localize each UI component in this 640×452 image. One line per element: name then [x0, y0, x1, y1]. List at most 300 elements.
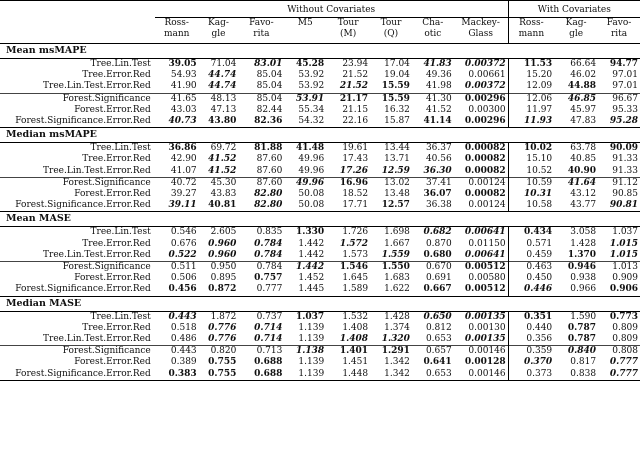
table-row	[0, 59, 640, 71]
table-cell: 47.83	[570, 116, 597, 127]
table-cell: 0.784	[254, 249, 283, 260]
table-cell: 85.04	[256, 70, 283, 81]
column-header	[370, 18, 412, 44]
row-label: Forest.Significance	[62, 93, 151, 104]
table-cell: 96.67	[612, 93, 638, 104]
column-header-line: mann	[518, 29, 545, 39]
table-cell: 10.31	[508, 189, 554, 200]
table-cell: 0.835	[256, 227, 283, 238]
table-cell: 0.817	[570, 357, 597, 368]
table-cell: 1.442	[298, 238, 325, 249]
column-header-line: mann	[163, 29, 190, 39]
table-cell: 91.12	[612, 177, 638, 188]
table-cell: 10.59	[508, 177, 554, 189]
table-cell: 85.04	[256, 81, 283, 92]
table-cell: 13.48	[384, 189, 410, 200]
column-header-line: Kag-	[208, 18, 229, 28]
table-cell: 0.00661	[468, 70, 506, 81]
table-cell: 40.56	[425, 154, 452, 165]
table-cell: 66.64	[570, 59, 597, 69]
table-cell: 47.13	[210, 104, 237, 115]
table-cell: 0.777	[256, 284, 283, 295]
table-cell: 1.342	[384, 368, 410, 379]
table-cell: 0.809	[612, 322, 638, 333]
table-cell: 23.94	[342, 59, 369, 69]
table-cell: 0.787	[567, 334, 597, 345]
table-cell: 0.01150	[468, 238, 506, 249]
table-cell: 45.30	[210, 177, 237, 188]
row-label: Forest.Significance	[62, 262, 151, 273]
table-cell: 1.408	[342, 322, 369, 333]
table-row	[0, 154, 640, 165]
table-cell: 1.015	[609, 238, 638, 249]
table-cell: 0.00300	[468, 104, 506, 115]
table-cell: 87.60	[256, 165, 283, 176]
column-header-line: otic	[424, 29, 442, 39]
table-cell: 11.93	[508, 116, 554, 128]
table-cell: 0.546	[170, 227, 197, 238]
table-cell: 21.17	[339, 93, 369, 104]
table-cell: 10.02	[508, 143, 554, 155]
table-cell: 1.445	[298, 284, 325, 295]
table-cell: 90.81	[609, 200, 638, 211]
table-cell: 41.83	[423, 59, 452, 69]
table-cell: 36.86	[168, 143, 197, 154]
table-row	[0, 262, 640, 274]
row-label: Forest.Error.Red	[74, 273, 151, 284]
row-label: Forest.Significance.Error.Red	[15, 200, 151, 211]
table-cell: 0.571	[508, 239, 554, 250]
table-cell: 1.572	[339, 238, 369, 249]
table-cell: 48.13	[210, 93, 237, 104]
table-row	[0, 93, 640, 105]
table-cell: 0.00580	[468, 273, 506, 284]
table-cell: 53.91	[295, 93, 325, 104]
table-cell: 0.440	[508, 323, 554, 334]
table-cell: 0.00296	[464, 93, 506, 104]
table-cell: 1.683	[384, 273, 410, 284]
row-label: Tree.Lin.Test	[90, 59, 151, 69]
column-header	[412, 18, 454, 44]
table-cell: 1.448	[342, 368, 369, 379]
table-cell: 43.77	[570, 200, 597, 211]
table-cell: 0.00146	[468, 368, 506, 379]
row-label: Forest.Error.Red	[74, 104, 151, 115]
table-cell: 87.60	[256, 154, 283, 165]
table-cell: 95.28	[609, 116, 638, 127]
table-row	[0, 323, 640, 334]
table-cell: 50.08	[298, 189, 325, 200]
column-header-line: rita	[610, 29, 628, 39]
table-cell: 0.463	[508, 262, 554, 274]
table-cell: 0.356	[508, 334, 554, 346]
table-cell: 3.058	[570, 227, 597, 238]
column-header-row	[0, 18, 640, 44]
table-cell: 0.370	[508, 357, 554, 368]
table-cell: 1.546	[339, 262, 369, 273]
table-cell: 0.960	[208, 249, 237, 260]
table-cell: 40.72	[170, 177, 197, 188]
table-cell: 45.97	[570, 104, 597, 115]
section-title: Median MASE	[6, 297, 82, 309]
table-cell: 0.351	[508, 311, 554, 323]
table-cell: 17.43	[342, 154, 369, 165]
table-cell: 0.459	[508, 250, 554, 262]
table-cell: 97.01	[612, 70, 638, 81]
table-cell: 1.550	[381, 262, 410, 273]
row-label: Tree.Error.Red	[82, 238, 151, 249]
table-row	[0, 70, 640, 81]
table-cell: 0.00296	[464, 116, 506, 127]
column-header-line: Cha-	[422, 18, 444, 28]
table-cell: 0.688	[254, 368, 283, 379]
column-header-line: Ross-	[519, 18, 544, 28]
table-cell: 0.755	[208, 368, 237, 379]
table-row	[0, 346, 640, 358]
row-label: Forest.Error.Red	[74, 189, 151, 200]
table-cell: 1.559	[381, 249, 410, 260]
table-cell: 0.714	[254, 334, 283, 345]
table-cell: 39.05	[168, 59, 197, 69]
table-cell: 0.359	[508, 346, 554, 358]
table-cell: 11.53	[508, 59, 554, 71]
table-cell: 45.28	[295, 59, 325, 69]
table-cell: 54.93	[170, 70, 197, 81]
table-cell: 21.52	[339, 81, 369, 92]
table-cell: 0.446	[508, 284, 554, 296]
table-cell: 53.92	[298, 70, 325, 81]
table-cell: 40.90	[567, 165, 597, 176]
table-cell: 13.71	[384, 154, 410, 165]
table-cell: 1.342	[384, 357, 410, 368]
table-cell: 0.653	[425, 368, 452, 379]
column-header	[284, 18, 326, 44]
table-cell: 41.65	[170, 93, 197, 104]
table-cell: 90.09	[609, 143, 638, 154]
table-cell: 43.80	[208, 116, 237, 127]
column-header	[238, 18, 284, 44]
table-cell: 0.820	[210, 346, 237, 357]
table-cell: 0.777	[609, 368, 638, 379]
row-label: Tree.Lin.Test	[90, 311, 151, 322]
table-cell: 40.73	[168, 116, 197, 127]
table-cell: 82.80	[254, 189, 283, 200]
table-cell: 71.04	[210, 59, 237, 69]
table-row	[0, 200, 640, 212]
row-label: Tree.Lin.Test	[90, 143, 151, 154]
table-cell: 43.83	[210, 189, 237, 200]
table-cell: 15.87	[384, 116, 410, 127]
table-cell: 12.57	[381, 200, 410, 211]
table-cell: 12.59	[381, 165, 410, 176]
section-header-row	[0, 296, 640, 311]
table-row	[0, 273, 640, 284]
column-header	[326, 18, 370, 44]
table-cell: 0.776	[208, 322, 237, 333]
table-cell: 1.428	[570, 238, 597, 249]
table-cell: 1.590	[570, 311, 597, 322]
table-cell: 0.670	[425, 262, 452, 273]
table-cell: 13.44	[384, 143, 410, 154]
table-cell: 0.737	[256, 311, 283, 322]
row-label: Tree.Lin.Test.Error.Red	[43, 81, 151, 92]
table-cell: 1.442	[298, 249, 325, 260]
table-cell: 0.691	[425, 273, 452, 284]
table-cell: 0.641	[423, 357, 452, 368]
table-row	[0, 143, 640, 155]
table-cell: 0.00082	[464, 165, 506, 176]
column-header	[554, 18, 598, 44]
table-cell: 15.59	[381, 81, 410, 92]
table-cell: 0.518	[170, 322, 197, 333]
table-cell: 0.373	[508, 369, 554, 381]
table-cell: 0.757	[254, 273, 283, 284]
column-header-line: Tour	[380, 18, 402, 28]
table-body	[0, 44, 640, 381]
table-row	[0, 177, 640, 189]
table-cell: 18.52	[342, 189, 369, 200]
table-cell: 0.434	[508, 227, 554, 239]
table-cell: 0.682	[423, 227, 452, 238]
table-cell: 0.909	[612, 273, 638, 284]
table-cell: 1.442	[295, 262, 325, 273]
table-cell: 82.44	[256, 104, 283, 115]
row-label: Forest.Significance.Error.Red	[15, 368, 151, 379]
table-cell: 0.00512	[464, 284, 506, 295]
table-cell: 0.00124	[468, 177, 506, 188]
table-cell: 0.688	[254, 357, 283, 368]
table-cell: 0.450	[508, 273, 554, 284]
table-cell: 43.03	[170, 104, 197, 115]
column-header-line: (Q)	[383, 29, 399, 39]
table-cell: 1.645	[342, 273, 369, 284]
table-cell: 40.85	[570, 154, 597, 165]
table-cell: 82.80	[254, 200, 283, 211]
table-cell: 0.00130	[468, 322, 506, 333]
group-without-covariates: Without Covariates	[155, 1, 508, 18]
table-cell: 0.511	[170, 262, 197, 273]
table-cell: 41.64	[567, 177, 597, 188]
table-cell: 13.02	[384, 177, 410, 188]
table-cell: 1.408	[339, 334, 369, 345]
table-cell: 39.27	[170, 189, 197, 200]
table-cell: 0.667	[423, 284, 452, 295]
section-header-row	[0, 128, 640, 143]
table-cell: 10.58	[508, 200, 554, 212]
table-row	[0, 311, 640, 323]
table-row	[0, 357, 640, 368]
table-cell: 1.138	[295, 346, 325, 357]
table-cell: 0.00124	[468, 200, 506, 211]
table-row	[0, 166, 640, 178]
table-cell: 41.30	[425, 93, 452, 104]
table-cell: 19.61	[342, 143, 369, 154]
table-cell: 17.04	[384, 59, 410, 69]
table-cell: 15.59	[381, 93, 410, 104]
table-row	[0, 105, 640, 116]
table-cell: 1.370	[567, 249, 597, 260]
table-cell: 0.784	[254, 238, 283, 249]
table-cell: 1.374	[384, 322, 410, 333]
table-cell: 17.71	[342, 200, 369, 211]
column-header-line: Mackey-	[461, 18, 500, 28]
table-cell: 97.01	[612, 81, 638, 92]
table-cell: 0.946	[567, 262, 597, 273]
table-cell: 0.906	[609, 284, 638, 295]
table-cell: 91.33	[612, 165, 638, 176]
column-header	[155, 18, 199, 44]
table-cell: 90.85	[612, 189, 638, 200]
table-cell: 49.96	[298, 165, 325, 176]
table-cell: 0.383	[168, 368, 197, 379]
row-label: Tree.Lin.Test.Error.Red	[43, 249, 151, 260]
table-cell: 12.09	[508, 81, 554, 93]
table-cell: 36.38	[425, 200, 452, 211]
table-cell: 1.015	[609, 249, 638, 260]
table-cell: 53.92	[298, 81, 325, 92]
table-cell: 55.34	[298, 104, 325, 115]
table-cell: 0.657	[425, 346, 452, 357]
table-cell: 15.10	[508, 154, 554, 165]
column-header-line: gle	[211, 29, 226, 39]
table-cell: 1.451	[342, 357, 369, 368]
table-cell: 2.605	[210, 227, 237, 238]
table-cell: 1.622	[384, 284, 410, 295]
table-cell: 1.401	[339, 346, 369, 357]
table-cell: 42.90	[170, 154, 197, 165]
table-cell: 41.52	[208, 154, 237, 165]
table-cell: 16.32	[384, 104, 410, 115]
table-cell: 85.04	[256, 93, 283, 104]
table-cell: 0.443	[170, 346, 197, 357]
table-cell: 39.11	[168, 200, 197, 211]
group-with-covariates: With Covariates	[508, 1, 640, 18]
column-header-line: Kag-	[565, 18, 587, 28]
table-cell: 0.00641	[464, 249, 506, 260]
table-cell: 1.139	[298, 368, 325, 379]
table-cell: 36.37	[425, 143, 452, 154]
table-cell: 0.389	[170, 357, 197, 368]
table-row	[0, 250, 640, 262]
column-header-line: Favo-	[249, 18, 274, 28]
column-header-line: Glass	[468, 29, 493, 39]
table-row	[0, 116, 640, 128]
column-header-line: Tour	[337, 18, 359, 28]
table-cell: 0.00135	[464, 311, 506, 322]
row-label: Forest.Significance.Error.Red	[15, 116, 151, 127]
table-cell: 46.02	[570, 70, 597, 81]
section-header-row	[0, 44, 640, 59]
table-cell: 1.037	[612, 227, 638, 238]
table-cell: 12.06	[508, 93, 554, 105]
table-cell: 22.16	[342, 116, 369, 127]
column-header-line: (M)	[340, 29, 357, 39]
table-cell: 1.872	[210, 311, 237, 322]
table-row	[0, 334, 640, 346]
row-label: Tree.Error.Red	[82, 70, 151, 81]
table-cell: 41.14	[423, 116, 452, 127]
table-cell: 91.33	[612, 154, 638, 165]
table-cell: 54.32	[298, 116, 325, 127]
column-header	[508, 18, 554, 44]
table-cell: 15.20	[508, 70, 554, 81]
table-cell: 95.33	[612, 104, 638, 115]
column-header-line: gle	[569, 29, 584, 39]
table-cell: 1.698	[384, 227, 410, 238]
table-cell: 0.00082	[464, 143, 506, 154]
table-cell: 1.330	[295, 227, 325, 238]
row-label: Forest.Error.Red	[74, 357, 151, 368]
table-cell: 0.777	[609, 357, 638, 368]
table-cell: 0.486	[170, 334, 197, 345]
table-cell: 94.77	[609, 59, 638, 69]
table-row	[0, 284, 640, 296]
table-cell: 0.938	[570, 273, 597, 284]
table-cell: 1.726	[342, 227, 369, 238]
row-label: Forest.Significance.Error.Red	[15, 284, 151, 295]
table-cell: 44.74	[208, 81, 237, 92]
table-cell: 1.428	[384, 311, 410, 322]
table-cell: 19.04	[384, 70, 410, 81]
table-cell: 1.139	[298, 357, 325, 368]
table-row	[0, 239, 640, 250]
table-cell: 0.00146	[468, 346, 506, 357]
table-cell: 0.808	[612, 346, 638, 357]
table-cell: 44.88	[567, 81, 597, 92]
table-cell: 82.36	[254, 116, 283, 127]
table-cell: 49.96	[295, 177, 325, 188]
table-cell: 1.139	[298, 322, 325, 333]
table-cell: 49.36	[425, 70, 452, 81]
table-cell: 0.456	[168, 284, 197, 295]
table-cell: 0.00082	[464, 189, 506, 200]
column-header-line: M5	[297, 18, 313, 28]
section-title: Median msMAPE	[6, 129, 97, 141]
table-cell: 1.589	[342, 284, 369, 295]
table-cell: 41.98	[425, 81, 452, 92]
table-cell: 1.139	[298, 334, 325, 345]
table-cell: 40.81	[208, 200, 237, 211]
table-cell: 0.776	[208, 334, 237, 345]
table-cell: 0.00372	[464, 59, 506, 69]
table-cell: 0.00135	[464, 334, 506, 345]
table-cell: 0.680	[423, 249, 452, 260]
table-cell: 1.667	[384, 238, 410, 249]
row-label: Forest.Significance	[62, 177, 151, 188]
row-label: Forest.Significance	[62, 346, 151, 357]
row-label: Tree.Error.Red	[82, 322, 151, 333]
table-cell: 10.52	[508, 166, 554, 178]
table-cell: 37.41	[425, 177, 452, 188]
table-cell: 0.506	[170, 273, 197, 284]
table-cell: 83.01	[254, 59, 283, 69]
table-cell: 0.872	[208, 284, 237, 295]
table-cell: 0.960	[208, 238, 237, 249]
table-cell: 1.573	[342, 249, 369, 260]
row-label: Tree.Error.Red	[82, 154, 151, 165]
table-cell: 0.895	[210, 273, 237, 284]
table-cell: 21.15	[342, 104, 369, 115]
table-cell: 41.52	[425, 104, 452, 115]
table-cell: 1.320	[381, 334, 410, 345]
table-cell: 0.812	[425, 322, 452, 333]
table-cell: 0.00128	[464, 357, 506, 368]
table-cell: 46.85	[567, 93, 597, 104]
table-cell: 1.532	[342, 311, 369, 322]
table-cell: 0.00641	[464, 227, 506, 238]
table-cell: 0.950	[210, 262, 237, 273]
table-cell: 0.784	[256, 262, 283, 273]
